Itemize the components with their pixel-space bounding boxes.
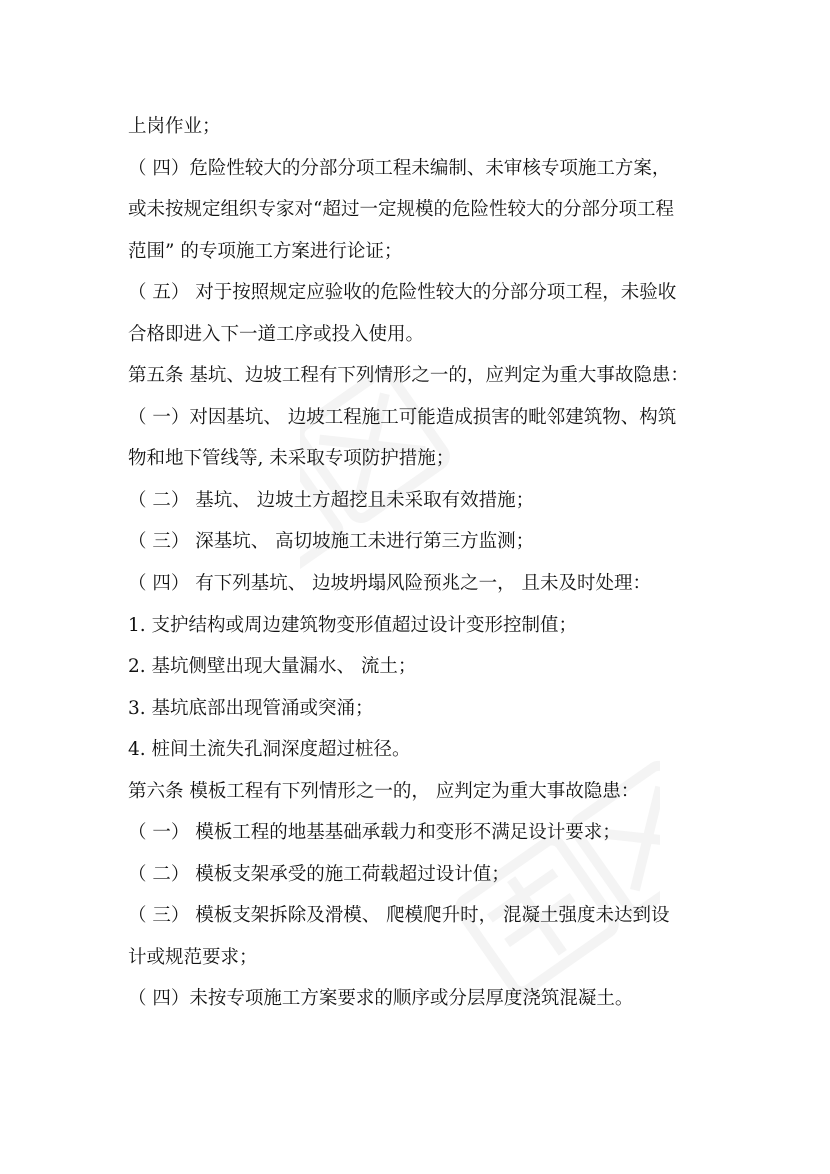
text-line: （ 四） 有下列基坑、 边坡坍塌风险预兆之一， 且未及时处理： [128,573,652,595]
text-line: （ 一）对因基坑、 边坡工程施工可能造成损害的毗邻建筑物、构筑 [128,406,677,428]
text-line: 上岗作业； [128,116,221,137]
text-line: 范围” 的专项施工方案进行论证； [128,240,403,262]
list-item: 4. 桩间土流失孔洞深度超过桩径。 [128,739,411,761]
list-item: 1. 支护结构或周边建筑物变形值超过设计变形控制值； [128,614,578,636]
text-line: （ 一） 模板工程的地基基础承载力和变形不满足设计要求； [128,822,621,844]
text-line: 或未按规定组织专家对“超过一定规模的危险性较大的分部分项工程 [128,199,674,221]
text-line: （ 二） 模板支架承受的施工荷载超过设计值； [128,863,510,885]
text-line: （ 三） 模板支架拆除及滑模、 爬模爬升时， 混凝土强度未达到设 [128,905,670,927]
section-heading: 第五条 基坑、边坡工程有下列情形之一的，应判定为重大事故隐患： [128,365,689,387]
text-line: 合格即进入下一道工序或投入使用。 [128,323,425,345]
text-line: （ 四）危险性较大的分部分项工程未编制、未审核专项施工方案， [128,157,671,179]
list-item: 3. 基坑底部出现管涌或突涌； [128,697,374,719]
text-line: 物和地下管线等, 未采取专项防护措施； [128,448,455,470]
list-item: 2. 基坑侧壁出现大量漏水、 流土； [128,656,417,678]
text-line: （ 三） 深基坑、 高切坡施工未进行第三方监测； [128,531,535,553]
text-line: （ 二） 基坑、 边坡土方超挖且未采取有效措施； [128,489,535,511]
section-heading: 第六条 模板工程有下列情形之一的， 应判定为重大事故隐患： [128,780,640,802]
text-line: 计或规范要求； [128,946,258,968]
document-body [128,106,728,1020]
text-line: （ 四）未按专项施工方案要求的顺序或分层厚度浇筑混凝土。 [128,988,634,1010]
text-line: （ 五） 对于按照规定应验收的危险性较大的分部分项工程，未验收 [128,282,677,304]
